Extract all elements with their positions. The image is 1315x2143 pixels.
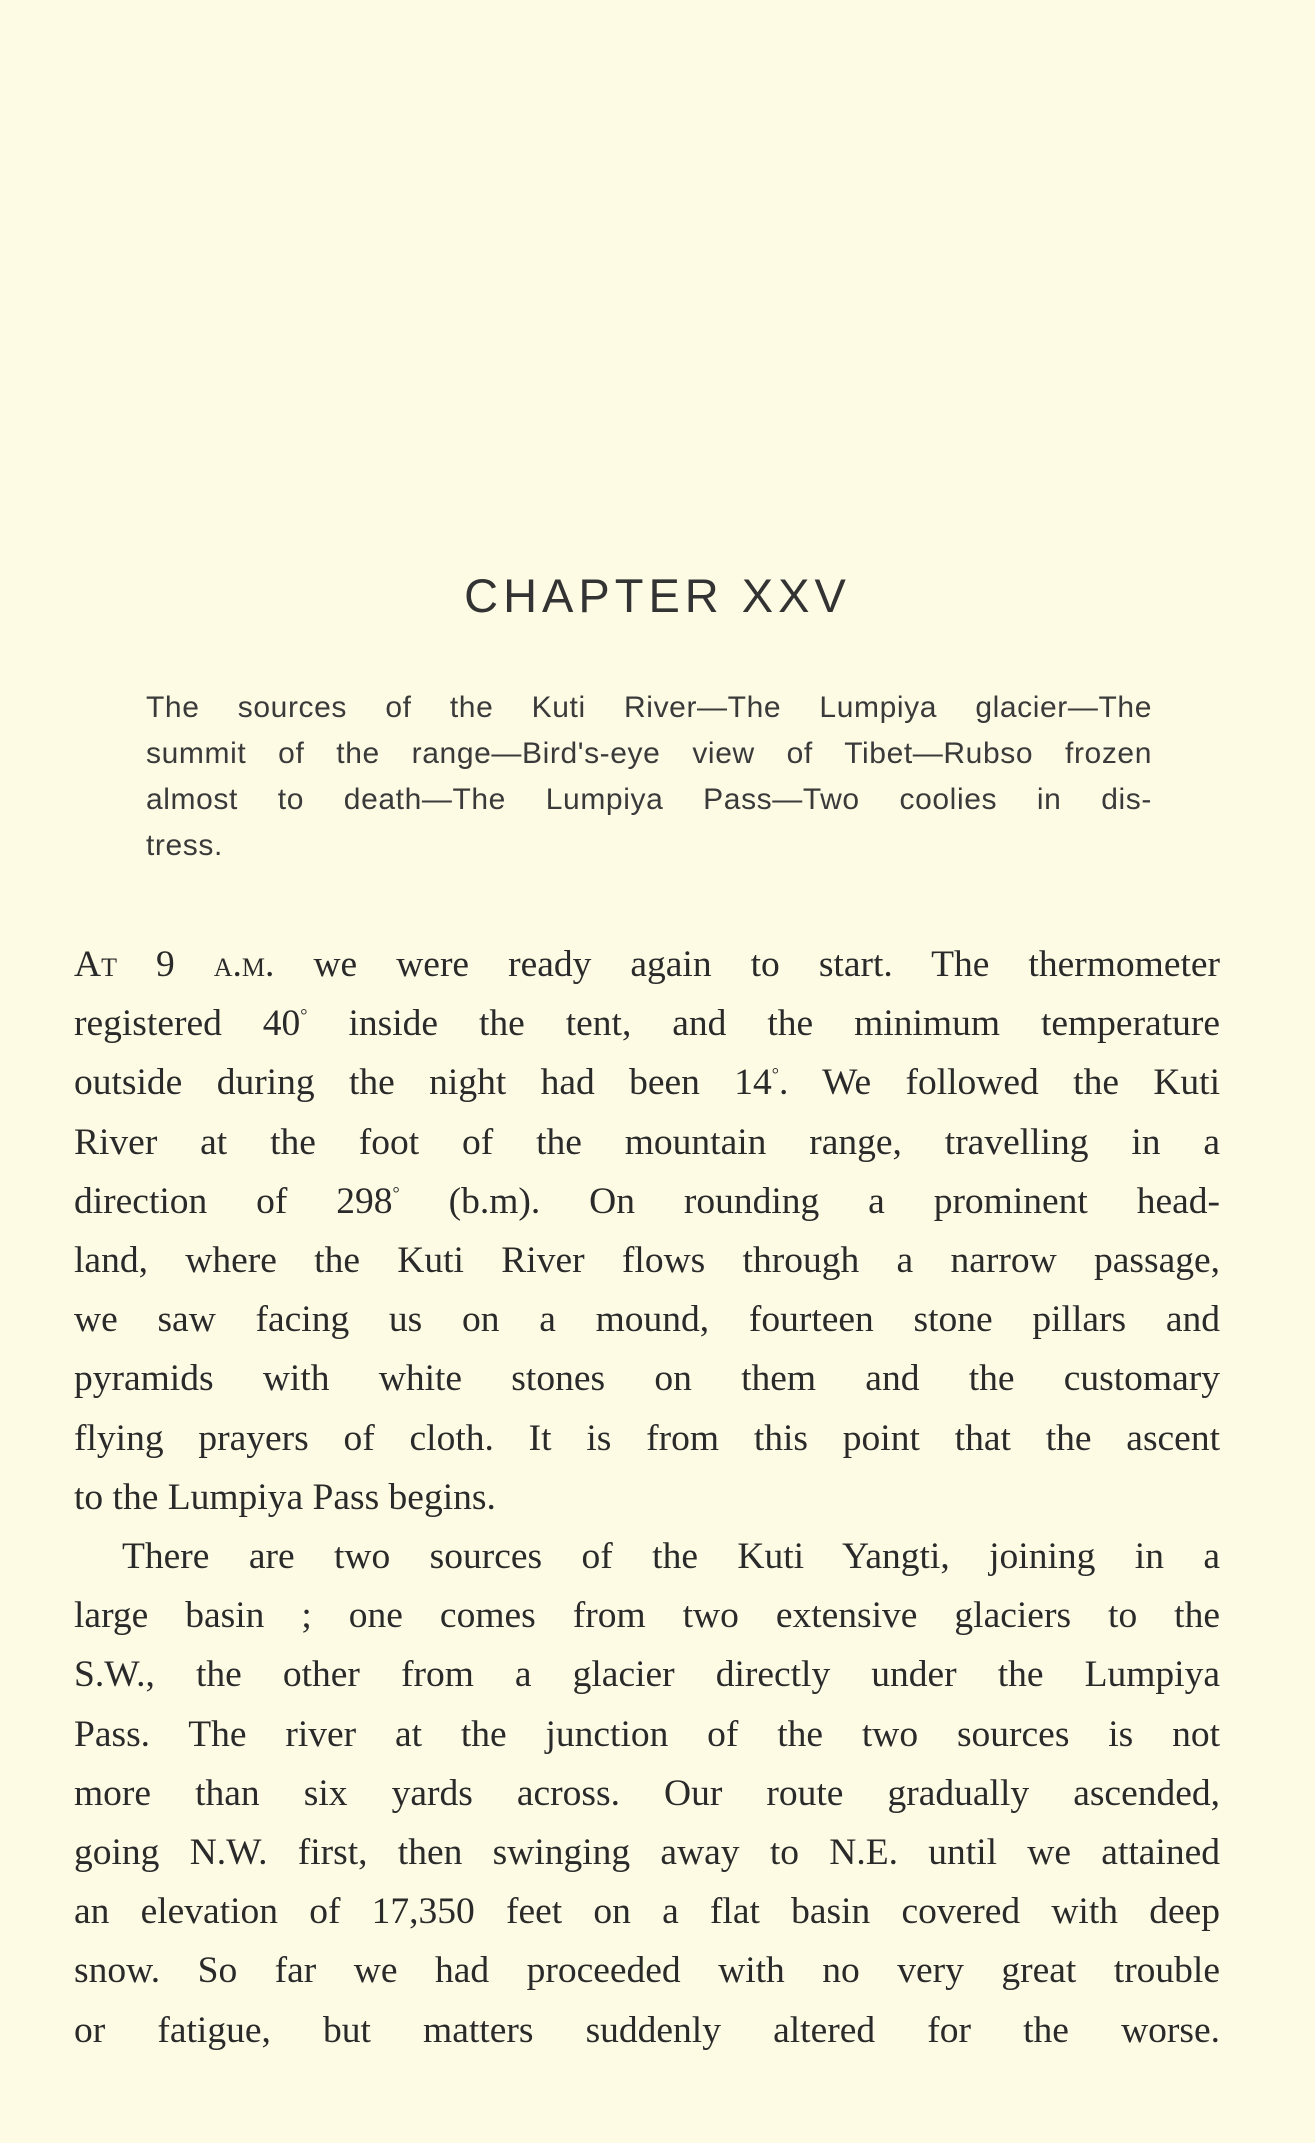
paragraph-1-line-8: pyramids with white stones on them and the customary: [74, 1358, 1220, 1400]
paragraph-2-line: an elevation of 17,350 feet on a flat basin covered with deep: [74, 1891, 1220, 1933]
paragraph-2-line: S.W., the other from a glacier directly under the Lumpiya: [74, 1654, 1220, 1696]
summary-line: summit of the range—Bird's-eye view of Tibet—Rubso frozen: [146, 737, 1152, 770]
paragraph-2-line: more than six yards across. Our route gradually ascended,: [74, 1772, 1220, 1814]
opening-word: At: [74, 944, 117, 985]
paragraph-1-line-2: [74, 994, 1220, 1053]
paragraph-1-line-7: we saw facing us on a mound, fourteen stone pillars and: [74, 1299, 1220, 1341]
chapter-title: CHAPTER XXV: [464, 569, 851, 622]
paragraph-2-line: Pass. The river at the junction of the two sources is not: [74, 1713, 1220, 1755]
text-segment: inside the tent, and the minimum temperature: [307, 1003, 1220, 1045]
text-segment: (b.m). On rounding a prominent head-: [399, 1180, 1220, 1222]
paragraph-1-line-10: to the Lumpiya Pass begins.: [74, 1476, 496, 1518]
paragraph-1-line-9: flying prayers of cloth. It is from this point that the ascent: [74, 1417, 1220, 1459]
paragraph-2-line: snow. So far we had proceeded with no very great trouble: [74, 1950, 1220, 1992]
summary-line: The sources of the Kuti River—The Lumpiya glacier—The: [146, 691, 1152, 724]
paragraph-1-line-1: [74, 935, 1220, 994]
text-segment: registered 40: [74, 1003, 301, 1045]
opening-meridiem: a.m.: [213, 944, 275, 985]
paragraph-2-line: There are two sources of the Kuti Yangti, joining in a: [122, 1536, 1220, 1578]
opening-time: 9: [156, 944, 175, 985]
paragraph-1-line-6: land, where the Kuti River flows through a narrow passage,: [74, 1240, 1220, 1282]
paragraph-2-line: large basin ; one comes from two extensive glaciers to the: [74, 1595, 1220, 1637]
chapter-summary: [146, 685, 1152, 869]
paragraph-2-line: going N.W. first, then swinging away to N.E. until we attained: [74, 1832, 1220, 1874]
text-segment: outside during the night had been 14: [74, 1062, 772, 1104]
paragraph-1-line-3: [74, 1053, 1220, 1112]
paragraph-2-line: or fatigue, but matters suddenly altered for the worse.: [74, 2009, 1220, 2051]
text-segment: direction of 298: [74, 1180, 393, 1222]
degree-mark: °: [771, 1064, 779, 1085]
degree-mark: °: [300, 1005, 308, 1026]
opening-rest: we were ready again to start. The thermometer: [313, 944, 1221, 985]
body-text: [74, 935, 1220, 2060]
text-segment: . We followed the Kuti: [779, 1062, 1220, 1104]
degree-mark: °: [392, 1182, 400, 1203]
paragraph-1-line-5: [74, 1172, 1220, 1231]
paragraph-1-line-4: River at the foot of the mountain range, travelling in a: [74, 1121, 1220, 1163]
summary-line: tress.: [146, 829, 223, 862]
summary-line: almost to death—The Lumpiya Pass—Two coolies in dis-: [146, 783, 1152, 816]
